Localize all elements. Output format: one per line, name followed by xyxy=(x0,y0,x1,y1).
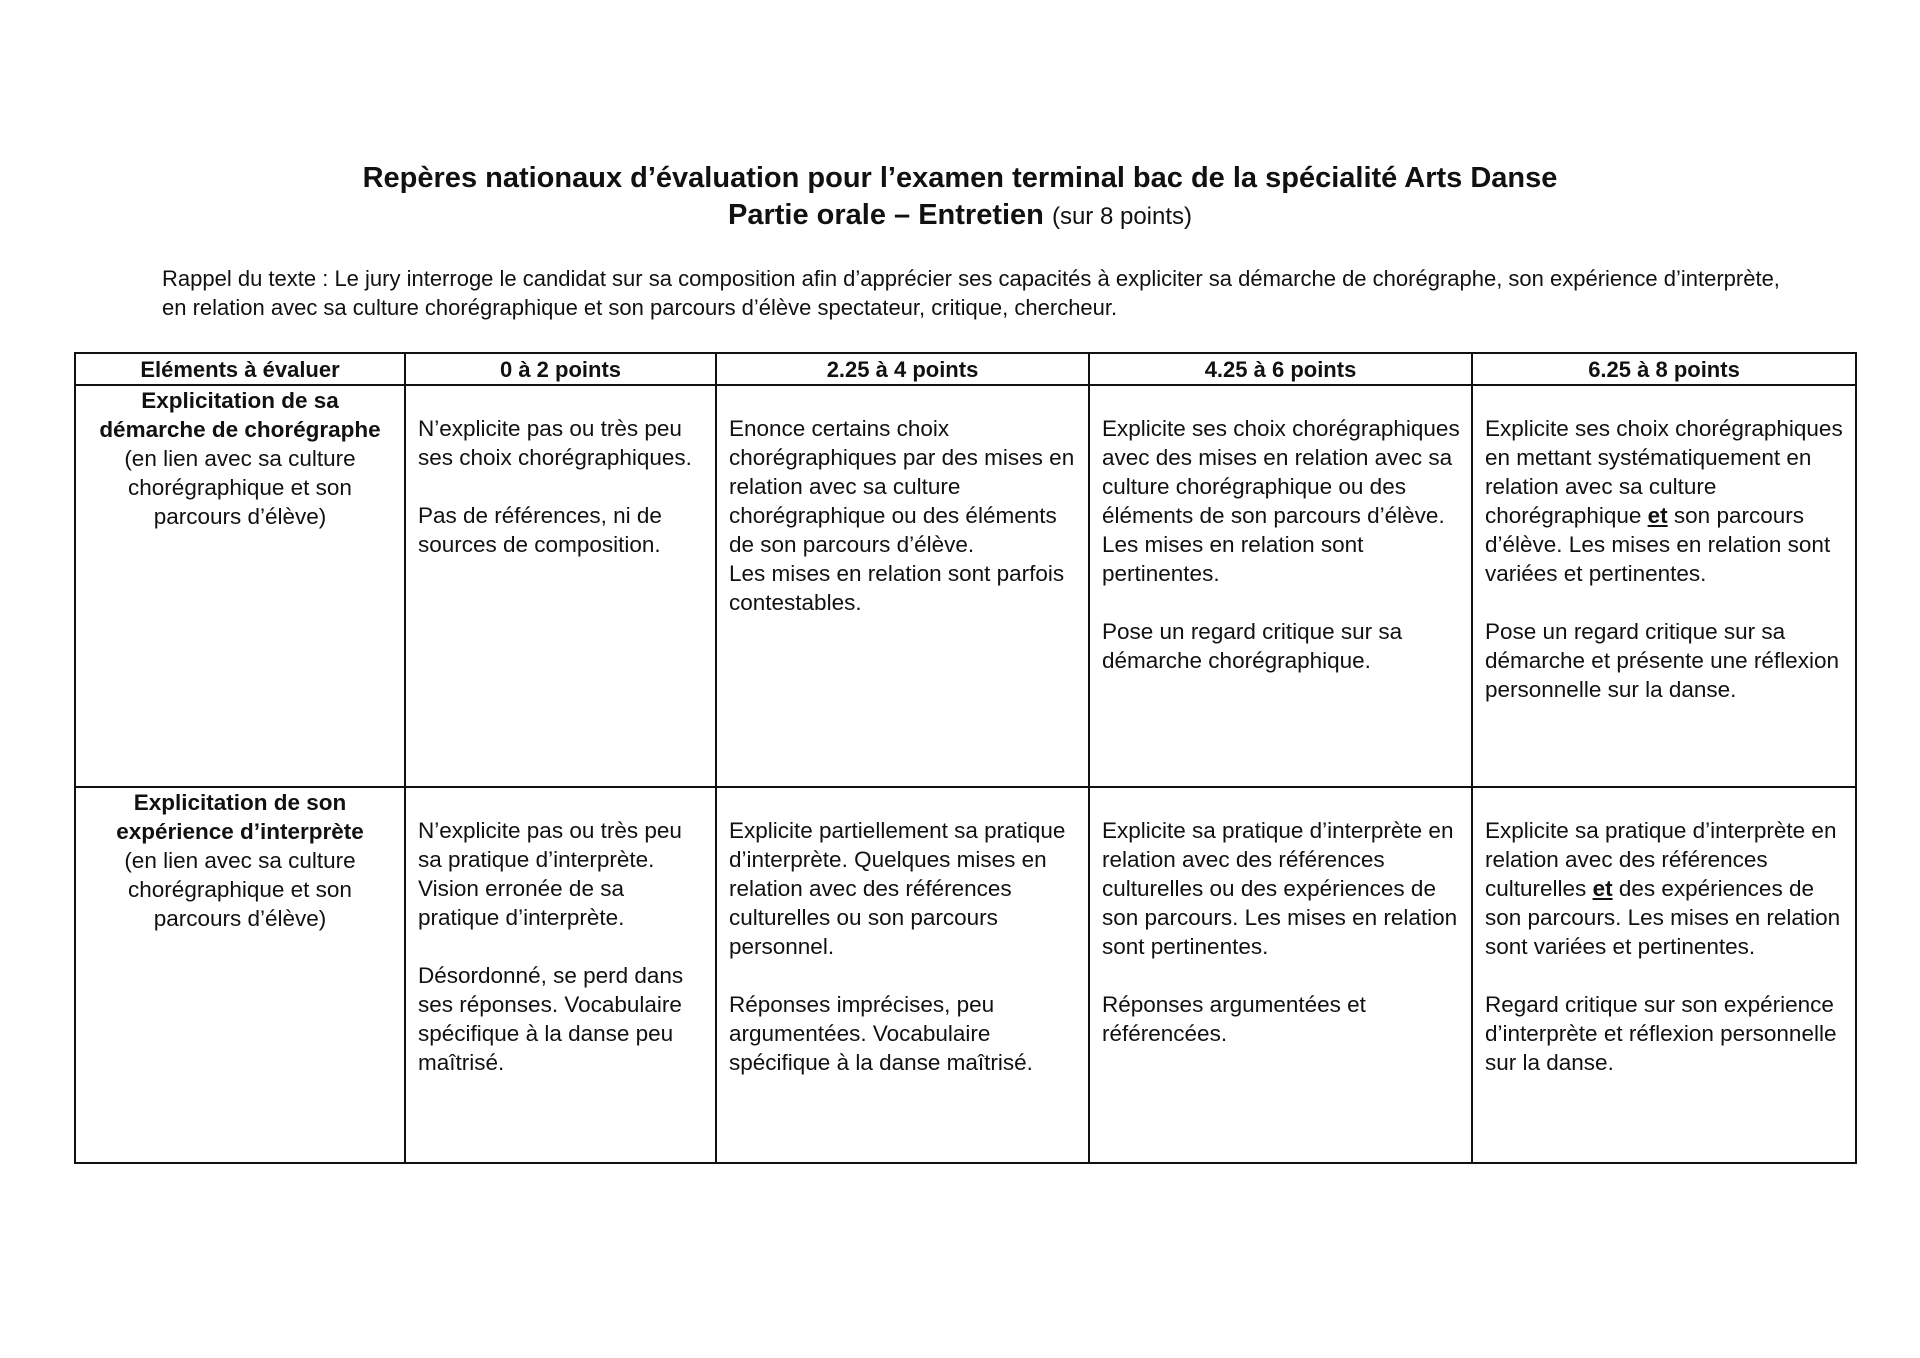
level-text: N’explicite pas ou très peu ses choix chorégraphiques. xyxy=(418,416,692,470)
header-level-3: 4.25 à 6 points xyxy=(1089,353,1472,385)
level-text: Explicite partiellement sa pratique d’interprète. Quelques mises en relation avec des références culturelles ou son parcours personnel. xyxy=(729,818,1066,959)
level-text: Explicite ses choix chorégraphiques avec des mises en relation avec sa culture chorégraphique ou des éléments de son parcours d’élève. Les mises en relation sont pertinentes. xyxy=(1102,416,1460,586)
level-4-cell xyxy=(1472,385,1856,787)
text-part: Explicite ses choix chorégraphiques en mettant systématiquement en relation avec sa culture chorégraphique xyxy=(1485,416,1843,528)
level-text: Regard critique sur son expérience d’interprète et réflexion personnelle sur la danse. xyxy=(1485,992,1837,1075)
document-subtitle xyxy=(0,196,1920,236)
level-3-cell xyxy=(1089,385,1472,787)
level-text: Désordonné, se perd dans ses réponses. Vocabulaire spécifique à la danse peu maîtrisé. xyxy=(418,963,684,1075)
level-text: Enonce certains choix chorégraphiques par des mises en relation avec sa culture chorégraphique ou des éléments de son parcours d’élève. xyxy=(729,416,1075,557)
emphasis-et: et xyxy=(1647,503,1668,528)
rappel-text: Rappel du texte : Le jury interroge le candidat sur sa composition afin d’apprécier ses capacités à expliciter sa démarche de chorégraphe, son expérience d’interprète, en relation avec sa culture chorégraphique et son parcours d’élève spectateur, critique, chercheur. xyxy=(162,266,1780,320)
criterion-note: (en lien avec sa culture chorégraphique et son parcours d’élève) xyxy=(124,848,356,931)
level-text: Réponses argumentées et référencées. xyxy=(1102,992,1366,1046)
header-level-2: 2.25 à 4 points xyxy=(716,353,1089,385)
level-1-cell xyxy=(405,787,716,1163)
level-2-cell xyxy=(716,385,1089,787)
emphasis-et: et xyxy=(1592,876,1613,901)
criterion-cell xyxy=(75,385,405,787)
text-part: Explicite sa pratique d’interprète en relation avec des références culturelles xyxy=(1485,818,1837,901)
level-text xyxy=(1485,816,1845,961)
criterion-note: (en lien avec sa culture chorégraphique et son parcours d’élève) xyxy=(124,446,356,529)
document-title: Repères nationaux d’évaluation pour l’examen terminal bac de la spécialité Arts Danse xyxy=(362,162,1558,194)
header-criteria: Eléments à évaluer xyxy=(75,353,405,385)
level-text: Pose un regard critique sur sa démarche et présente une réflexion personnelle sur la danse. xyxy=(1485,619,1839,702)
level-text: Explicite sa pratique d’interprète en relation avec des références culturelles ou des expériences de son parcours. Les mises en relation sont pertinentes. xyxy=(1102,818,1458,959)
level-text: Pose un regard critique sur sa démarche chorégraphique. xyxy=(1102,619,1403,673)
level-4-cell xyxy=(1472,787,1856,1163)
level-text: Les mises en relation sont parfois contestables. xyxy=(729,561,1065,615)
criterion-name: Explicitation de son expérience d’interprète xyxy=(116,790,364,844)
level-1-cell xyxy=(405,385,716,787)
document-header xyxy=(0,160,1920,236)
level-text: Réponses imprécises, peu argumentées. Vocabulaire spécifique à la danse maîtrisé. xyxy=(729,992,1033,1075)
level-text xyxy=(1485,414,1845,588)
evaluation-table xyxy=(74,352,1857,1164)
table-row xyxy=(75,385,1856,787)
level-3-cell xyxy=(1089,787,1472,1163)
table-header-row xyxy=(75,353,1856,385)
subtitle-part: Partie orale – Entretien xyxy=(727,199,1044,231)
criterion-cell xyxy=(75,787,405,1163)
level-text: Pas de références, ni de sources de composition. xyxy=(418,503,662,557)
level-2-cell xyxy=(716,787,1089,1163)
text-part: des expériences de son parcours. Les mises en relation sont variées et pertinentes. xyxy=(1485,876,1841,959)
text-part: son parcours d’élève. Les mises en relation sont variées et pertinentes. xyxy=(1485,503,1831,586)
criterion-name: Explicitation de sa démarche de chorégraphe xyxy=(99,388,381,442)
level-text: N’explicite pas ou très peu sa pratique d’interprète. Vision erronée de sa pratique d’interprète. xyxy=(418,818,682,930)
header-level-1: 0 à 2 points xyxy=(405,353,716,385)
header-level-4: 6.25 à 8 points xyxy=(1472,353,1856,385)
subtitle-points: (sur 8 points) xyxy=(1051,203,1193,230)
table-row xyxy=(75,787,1856,1163)
